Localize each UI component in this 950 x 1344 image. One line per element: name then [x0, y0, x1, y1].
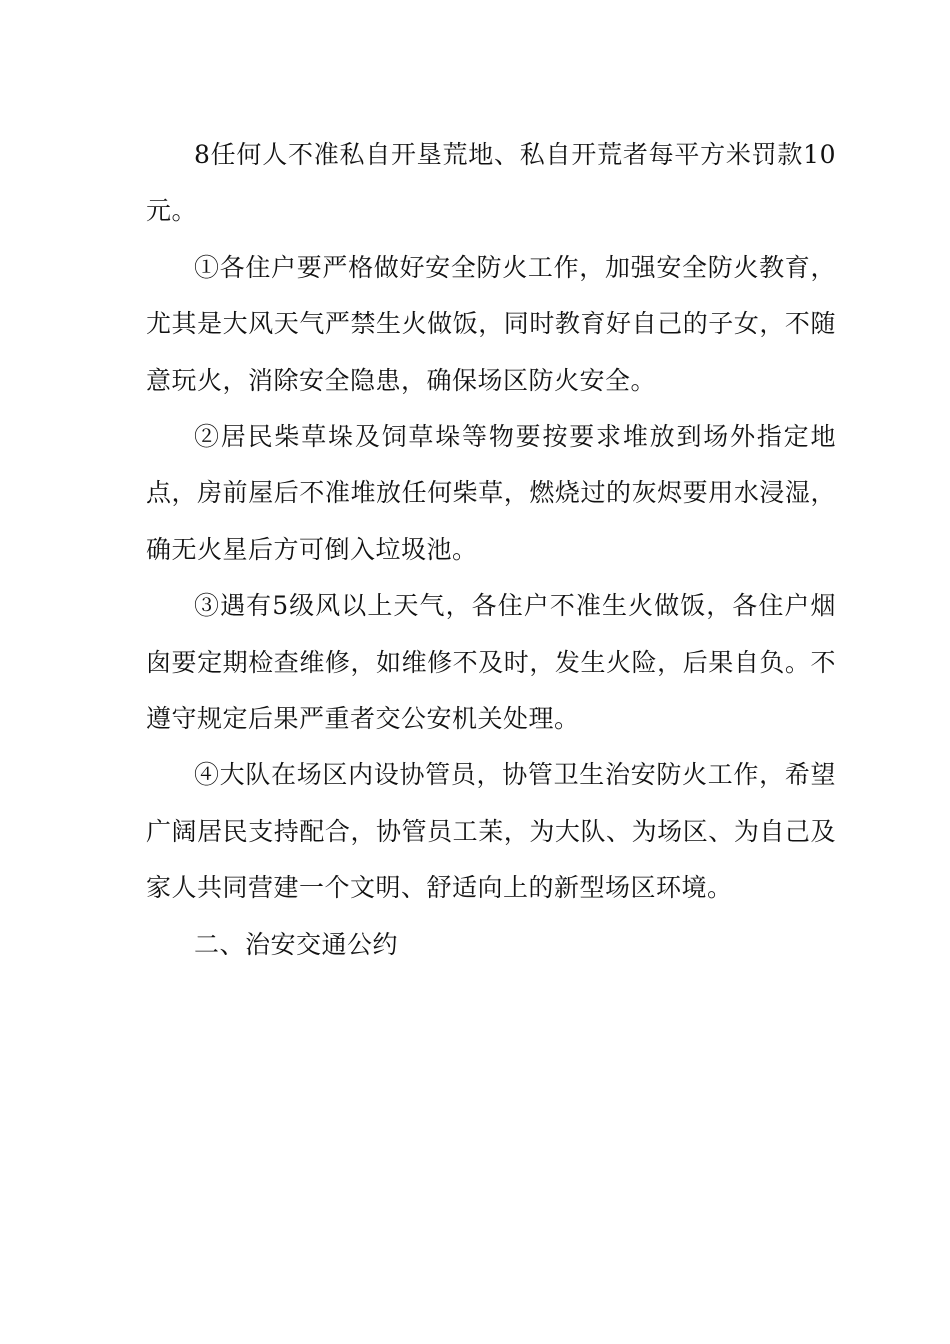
paragraph-fire-safety-rule-4: ④大队在场区内设协管员，协管卫生治安防火工作，希望广阔居民支持配合，协管员工苿，为大队、为场区、为自己及家人共同营建一个文明、舒适向上的新型场区环境。	[146, 760, 836, 903]
paragraph-fire-safety-rule-2: ②居民柴草垛及饲草垛等物要按要求堆放到场外指定地点，房前屋后不准堆放任何柴草，燃烧过的灰烬要用水浸湿，确无火星后方可倒入垃圾池。	[146, 422, 836, 564]
paragraph-fire-safety-rule-3: ③遇有5级风以上天气，各住户不准生火做饭，各住户烟囱要定期检查维修，如维修不及时，发生火险，后果自负。不遵守规定后果严重者交公安机关处理。	[146, 591, 836, 734]
paragraph-fire-safety-rule-1: ①各住户要严格做好安全防火工作，加强安全防火教育，尤其是大风天气严禁生火做饭，同时教育好自己的子女，不随意玩火，消除安全隐患，确保场区防火安全。	[146, 252, 836, 395]
document-body	[146, 127, 836, 973]
paragraph-land-reclamation-rule: 8任何人不准私自开垦荒地、私自开荒者每平方米罚款10元。	[146, 140, 836, 226]
section-heading: 二、治安交通公约	[194, 929, 399, 959]
